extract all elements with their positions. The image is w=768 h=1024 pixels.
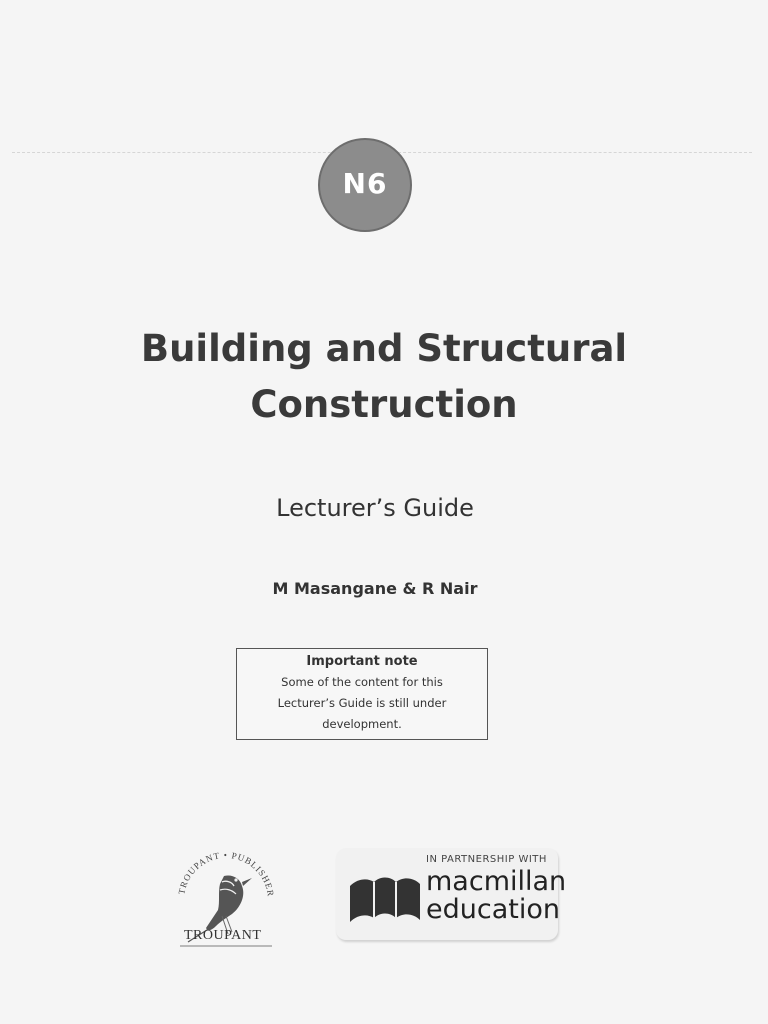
partnership-text: IN PARTNERSHIP WITH [426, 854, 547, 865]
note-title: Important note [306, 654, 418, 669]
level-label: N6 [342, 166, 388, 200]
authors: M Masangane & R Nair [272, 579, 478, 598]
macmillan-partner-logo [336, 848, 567, 940]
education-name: education [426, 894, 560, 925]
title-line-2: Construction [250, 383, 518, 426]
troupant-name: TROUPANT [184, 928, 262, 943]
level-badge [318, 138, 412, 232]
troupant-arc-text: TROUPANT • PUBLISHER [176, 849, 276, 898]
macmillan-name: macmillan [426, 866, 567, 897]
subtitle: Lecturer’s Guide [276, 494, 474, 522]
note-body: Some of the content for this Lecturer’s Guide is still under development. [277, 675, 447, 731]
title-line-1: Building and Structural [140, 327, 628, 370]
svg-text:TROUPANT • PUBLISHERS [162, 838, 276, 898]
important-note-box [236, 648, 488, 740]
troupant-logo [162, 838, 288, 958]
macmillan-m-logo-icon [348, 872, 422, 924]
